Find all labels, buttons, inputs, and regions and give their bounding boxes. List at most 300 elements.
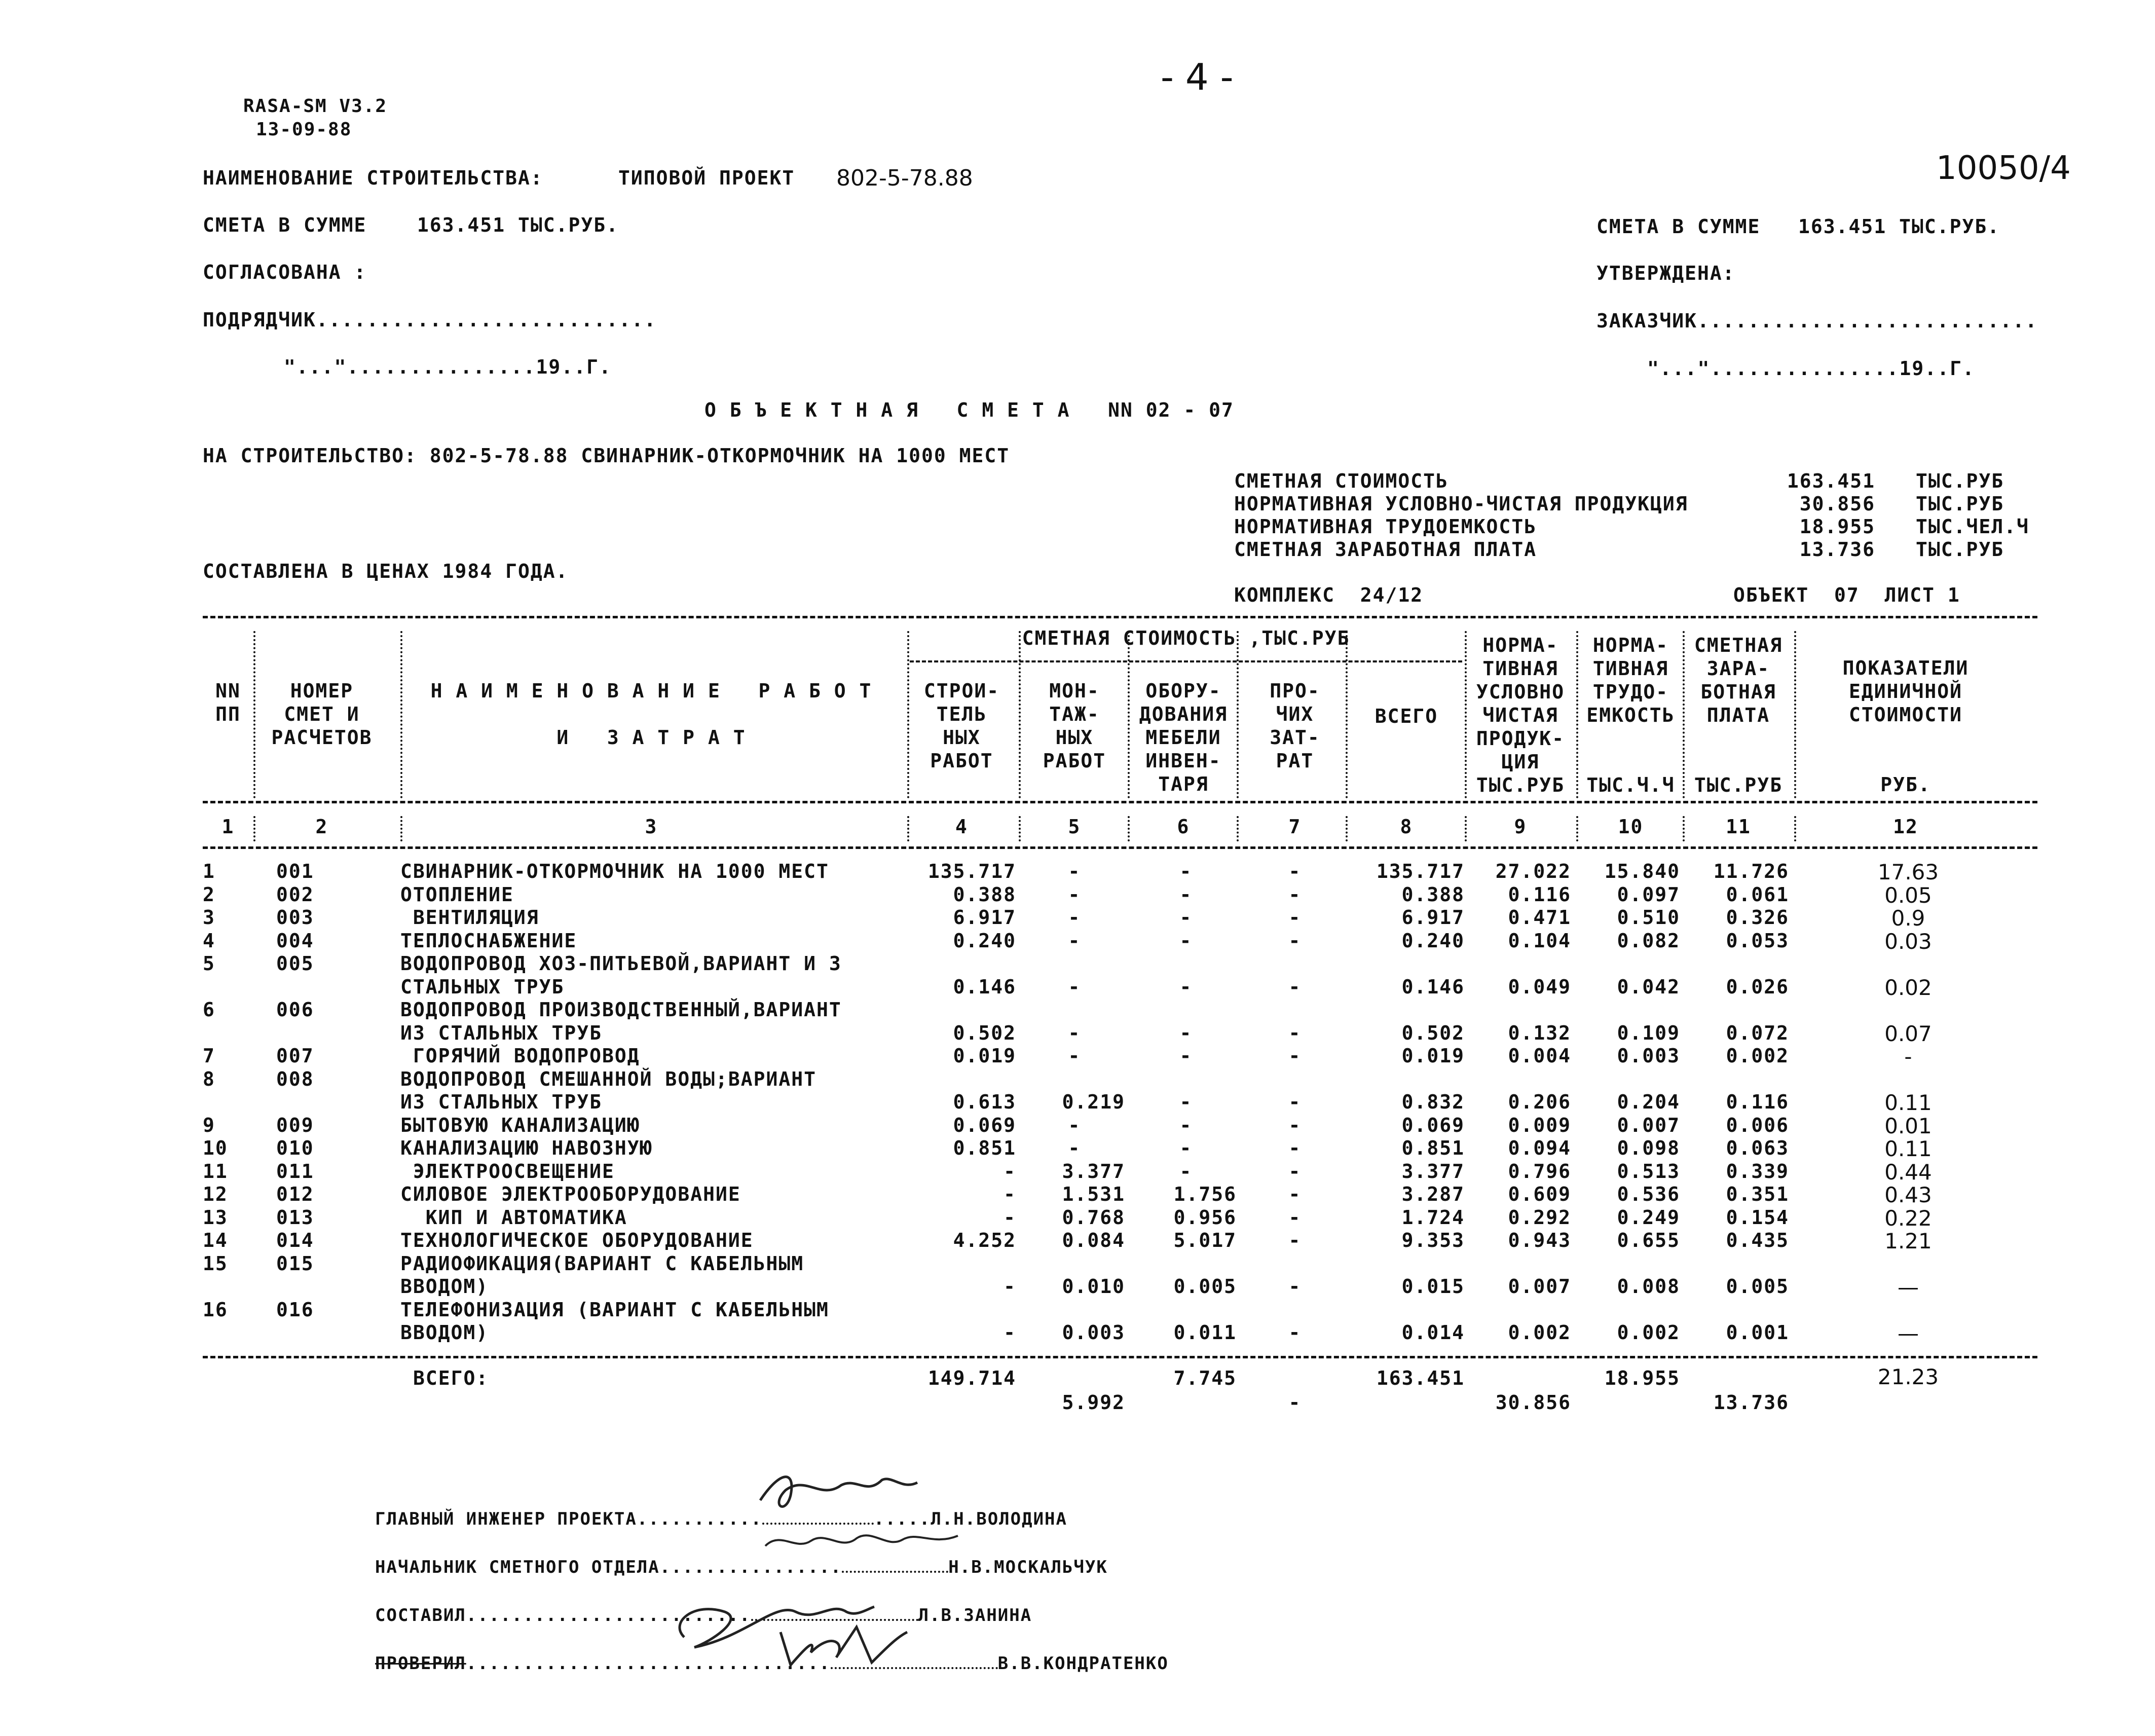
net-product: 0.609 bbox=[1508, 1183, 1571, 1205]
column-separator bbox=[1346, 631, 1348, 798]
estimate-code: 003 bbox=[276, 906, 314, 929]
column-number: 12 bbox=[1893, 816, 1918, 838]
construction-cost: - bbox=[1004, 1206, 1016, 1229]
summary-label: СМЕТНАЯ СТОИМОСТЬ bbox=[1234, 470, 1448, 492]
summary-unit: ТЫС.РУБ bbox=[1916, 538, 2004, 561]
construction-value: ТИПОВОЙ ПРОЕКТ bbox=[618, 167, 795, 189]
installation-cost: 0.003 bbox=[1062, 1321, 1125, 1344]
wage-fund: 0.154 bbox=[1726, 1206, 1789, 1229]
labor-intensity: 0.003 bbox=[1617, 1045, 1680, 1067]
construction-cost: - bbox=[1004, 1183, 1016, 1205]
net-product: 0.004 bbox=[1508, 1045, 1571, 1067]
equipment-cost: - bbox=[1179, 1137, 1193, 1159]
summary-value: 13.736 bbox=[1799, 538, 1875, 561]
work-name: ИЗ СТАЛЬНЫХ ТРУБ bbox=[400, 1021, 603, 1044]
estimate-code: 006 bbox=[276, 999, 314, 1021]
column-number: 9 bbox=[1514, 816, 1527, 838]
header-wage: СМЕТНАЯ ЗАРА- БОТНАЯ ПЛАТА ТЫС.РУБ bbox=[1694, 634, 1783, 796]
wage-fund: 0.061 bbox=[1726, 883, 1789, 906]
column-number: 4 bbox=[955, 816, 968, 838]
column-separator bbox=[1794, 631, 1796, 798]
signature-dots: ................ bbox=[659, 1557, 842, 1577]
signature-name: Н.В.МОСКАЛЬЧУК bbox=[948, 1557, 1108, 1577]
construction-cost: 0.502 bbox=[953, 1021, 1016, 1044]
equipment-cost: - bbox=[1179, 906, 1193, 929]
work-name: БЫТОВУЮ КАНАЛИЗАЦИЮ bbox=[400, 1114, 640, 1136]
summary-label: НОРМАТИВНАЯ ТРУДОЕМКОСТЬ bbox=[1234, 515, 1537, 538]
total-cost: 0.069 bbox=[1401, 1114, 1465, 1136]
work-name: СВИНАРНИК-ОТКОРМОЧНИК НА 1000 МЕСТ bbox=[400, 860, 829, 882]
row-number: 15 bbox=[203, 1252, 228, 1275]
summary-value: 30.856 bbox=[1799, 493, 1875, 515]
labor-intensity: 0.109 bbox=[1617, 1021, 1680, 1044]
other-cost: - bbox=[1288, 1206, 1302, 1229]
labor-intensity: 0.513 bbox=[1617, 1160, 1680, 1183]
construction-label: НАИМЕНОВАНИЕ СТРОИТЕЛЬСТВА: bbox=[203, 167, 543, 189]
column-number: 6 bbox=[1177, 816, 1190, 838]
signature-name: В.В.КОНДРАТЕНКО bbox=[997, 1653, 1169, 1674]
wage-fund: 0.063 bbox=[1726, 1137, 1789, 1159]
signature-mark-checker bbox=[770, 1617, 912, 1673]
header-bottom-rule bbox=[203, 801, 2037, 803]
column-separator bbox=[1128, 816, 1130, 841]
total-equipment: 7.745 bbox=[1173, 1367, 1237, 1389]
total-installation: 5.992 bbox=[1062, 1391, 1125, 1414]
header-other: ПРО- ЧИХ ЗАТ- РАТ bbox=[1270, 680, 1320, 772]
work-name: СИЛОВОЕ ЭЛЕКТРООБОРУДОВАНИЕ bbox=[400, 1183, 741, 1205]
program-name: RASA-SM V3.2 bbox=[243, 96, 388, 117]
other-cost: - bbox=[1288, 1321, 1302, 1344]
labor-intensity: 0.008 bbox=[1617, 1275, 1680, 1298]
header-net-product: НОРМА- ТИВНАЯ УСЛОВНО ЧИСТАЯ ПРОДУК- ЦИЯ ТЫС.РУБ bbox=[1476, 634, 1565, 796]
column-separator bbox=[1576, 631, 1578, 798]
installation-cost: 3.377 bbox=[1062, 1160, 1125, 1183]
row-number: 10 bbox=[203, 1137, 228, 1159]
wage-fund: 0.339 bbox=[1726, 1160, 1789, 1183]
estimate-code: 014 bbox=[276, 1229, 314, 1251]
total-cost: 0.388 bbox=[1401, 883, 1465, 906]
agreed-label: СОГЛАСОВАНА : bbox=[203, 261, 367, 283]
column-separator bbox=[1019, 816, 1021, 841]
other-cost: - bbox=[1288, 975, 1302, 998]
installation-cost: - bbox=[1068, 975, 1081, 998]
column-separator bbox=[1237, 816, 1239, 841]
signature-dots: ........... bbox=[637, 1509, 762, 1529]
row-number: 1 bbox=[203, 860, 215, 882]
equipment-cost: - bbox=[1179, 1021, 1193, 1044]
column-separator bbox=[1465, 816, 1467, 841]
equipment-cost: - bbox=[1179, 975, 1193, 998]
header-nn: NN ПП bbox=[215, 680, 241, 725]
estimate-code: 004 bbox=[276, 929, 314, 952]
total-cost: 0.851 bbox=[1401, 1137, 1465, 1159]
total-cost: 1.724 bbox=[1401, 1206, 1465, 1229]
customer-line: ЗАКАЗЧИК........................... bbox=[1596, 310, 2038, 332]
other-cost: - bbox=[1288, 1137, 1302, 1159]
program-date: 13-09-88 bbox=[256, 119, 352, 140]
installation-cost: - bbox=[1068, 906, 1081, 929]
net-product: 0.206 bbox=[1508, 1091, 1571, 1113]
header-unit-cost: ПОКАЗАТЕЛИ ЕДИНИЧНОЙ СТОИМОСТИ РУБ. bbox=[1842, 657, 1969, 796]
signature-name: Л.Н.ВОЛОДИНА bbox=[931, 1509, 1067, 1529]
work-name: РАДИОФИКАЦИЯ(ВАРИАНТ С КАБЕЛЬНЫМ bbox=[400, 1252, 804, 1275]
construction-cost: - bbox=[1004, 1275, 1016, 1298]
total-unit-cost: 21.23 bbox=[1877, 1364, 1939, 1389]
installation-cost: - bbox=[1068, 860, 1081, 882]
column-separator bbox=[1346, 816, 1348, 841]
header-name: Н А И М Е Н О В А Н И Е Р А Б О Т И З А Т Р А Т bbox=[430, 680, 872, 749]
estimate-code: 013 bbox=[276, 1206, 314, 1229]
signature-role: ГЛАВНЫЙ ИНЖЕНЕР ПРОЕКТА bbox=[375, 1509, 637, 1529]
equipment-cost: 5.017 bbox=[1173, 1229, 1237, 1251]
total-cost: 0.502 bbox=[1401, 1021, 1465, 1044]
unit-cost: - bbox=[1904, 1044, 1912, 1069]
equipment-cost: - bbox=[1179, 929, 1193, 952]
labor-intensity: 0.510 bbox=[1617, 906, 1680, 929]
column-separator bbox=[1576, 816, 1578, 841]
column-number-rule bbox=[203, 846, 2037, 849]
totals-rule bbox=[203, 1356, 2037, 1358]
total-cost: 6.917 bbox=[1401, 906, 1465, 929]
installation-cost: 0.010 bbox=[1062, 1275, 1125, 1298]
column-number: 5 bbox=[1068, 816, 1081, 838]
labor-intensity: 0.655 bbox=[1617, 1229, 1680, 1251]
signature-dots: ..... bbox=[873, 1509, 931, 1529]
wage-fund: 0.006 bbox=[1726, 1114, 1789, 1136]
installation-cost: 0.768 bbox=[1062, 1206, 1125, 1229]
column-separator bbox=[1683, 631, 1685, 798]
wage-fund: 0.026 bbox=[1726, 975, 1789, 998]
wage-fund: 11.726 bbox=[1713, 860, 1789, 882]
work-name: ВВОДОМ) bbox=[400, 1321, 489, 1344]
unit-cost: 17.63 bbox=[1877, 860, 1939, 884]
header-total: ВСЕГО bbox=[1374, 705, 1438, 727]
page-number: - 4 - bbox=[1161, 56, 1234, 98]
work-name: ТЕПЛОСНАБЖЕНИЕ bbox=[400, 929, 577, 952]
equipment-cost: - bbox=[1179, 860, 1193, 882]
equipment-cost: - bbox=[1179, 1160, 1193, 1183]
labor-intensity: 0.007 bbox=[1617, 1114, 1680, 1136]
estimate-code: 005 bbox=[276, 952, 314, 975]
construction-cost: 0.019 bbox=[953, 1045, 1016, 1067]
total-cost: 0.019 bbox=[1401, 1045, 1465, 1067]
net-product: 0.002 bbox=[1508, 1321, 1571, 1344]
row-number: 14 bbox=[203, 1229, 228, 1251]
wage-fund: 0.116 bbox=[1726, 1091, 1789, 1113]
equipment-cost: - bbox=[1179, 883, 1193, 906]
total-label: ВСЕГО: bbox=[413, 1367, 489, 1389]
net-product: 0.094 bbox=[1508, 1137, 1571, 1159]
estimate-code: 001 bbox=[276, 860, 314, 882]
work-name: ТЕХНОЛОГИЧЕСКОЕ ОБОРУДОВАНИЕ bbox=[400, 1229, 754, 1251]
summary-label: НОРМАТИВНАЯ УСЛОВНО-ЧИСТАЯ ПРОДУКЦИЯ bbox=[1234, 493, 1688, 515]
unit-cost: 0.43 bbox=[1884, 1183, 1932, 1207]
equipment-cost: - bbox=[1179, 1114, 1193, 1136]
total-cost: 0.014 bbox=[1401, 1321, 1465, 1344]
other-cost: - bbox=[1288, 860, 1302, 882]
signature-role: НАЧАЛЬНИК СМЕТНОГО ОТДЕЛА bbox=[375, 1557, 660, 1577]
installation-cost: - bbox=[1068, 883, 1081, 906]
construction-cost: 135.717 bbox=[927, 860, 1016, 882]
total-all: 163.451 bbox=[1376, 1367, 1465, 1389]
work-name: ВОДОПРОВОД ХОЗ-ПИТЬЕВОЙ,ВАРИАНТ И З bbox=[400, 952, 842, 975]
row-number: 13 bbox=[203, 1206, 228, 1229]
column-separator bbox=[1794, 816, 1796, 841]
installation-cost: - bbox=[1068, 1114, 1081, 1136]
column-number: 10 bbox=[1618, 816, 1644, 838]
row-number: 2 bbox=[203, 883, 215, 906]
signature-dots: ................................ bbox=[466, 1653, 831, 1674]
summary-unit: ТЫС.ЧЕЛ.Ч bbox=[1916, 515, 2029, 538]
summary-value: 18.955 bbox=[1799, 515, 1875, 538]
net-product: 0.104 bbox=[1508, 929, 1571, 952]
total-cost: 3.287 bbox=[1401, 1183, 1465, 1205]
column-number: 3 bbox=[645, 816, 658, 838]
unit-cost: — bbox=[1898, 1321, 1919, 1346]
installation-cost: - bbox=[1068, 1137, 1081, 1159]
document-title: О Б Ъ Е К Т Н А Я С М Е Т А NN 02 - 07 bbox=[704, 399, 1234, 421]
net-product: 0.292 bbox=[1508, 1206, 1571, 1229]
row-number: 7 bbox=[203, 1045, 215, 1067]
installation-cost: 0.219 bbox=[1062, 1091, 1125, 1113]
total-cost: 0.240 bbox=[1401, 929, 1465, 952]
total-cost: 9.353 bbox=[1401, 1229, 1465, 1251]
net-product: 0.796 bbox=[1508, 1160, 1571, 1183]
unit-cost: 0.9 bbox=[1891, 906, 1925, 931]
prices-note: СОСТАВЛЕНА В ЦЕНАХ 1984 ГОДА. bbox=[203, 560, 569, 582]
object-line: НА СТРОИТЕЛЬСТВО: 802-5-78.88 СВИНАРНИК-ОТКОРМОЧНИК НА 1000 МЕСТ bbox=[203, 445, 1010, 467]
unit-cost: 0.11 bbox=[1884, 1136, 1932, 1161]
other-cost: - bbox=[1288, 906, 1302, 929]
total-cost: 0.146 bbox=[1401, 975, 1465, 998]
total-labor: 18.955 bbox=[1604, 1367, 1680, 1389]
equipment-cost: 1.756 bbox=[1173, 1183, 1237, 1205]
installation-cost: 0.084 bbox=[1062, 1229, 1125, 1251]
wage-fund: 0.053 bbox=[1726, 929, 1789, 952]
total-cost: 135.717 bbox=[1376, 860, 1465, 882]
work-name: КИП И АВТОМАТИКА bbox=[400, 1206, 627, 1229]
row-number: 8 bbox=[203, 1067, 215, 1090]
summary-label: СМЕТНАЯ ЗАРАБОТНАЯ ПЛАТА bbox=[1234, 538, 1537, 561]
row-number: 6 bbox=[203, 999, 215, 1021]
unit-cost: 0.44 bbox=[1884, 1159, 1932, 1185]
unit-cost: 0.05 bbox=[1884, 882, 1932, 908]
column-separator bbox=[1019, 631, 1021, 798]
signature-dots: ......................... bbox=[466, 1605, 751, 1626]
construction-number: 802-5-78.88 bbox=[836, 165, 973, 191]
construction-cost: - bbox=[1004, 1160, 1016, 1183]
approved-label: УТВЕРЖДЕНА: bbox=[1596, 262, 1735, 284]
column-separator bbox=[1683, 816, 1685, 841]
column-number: 8 bbox=[1400, 816, 1413, 838]
equipment-cost: 0.956 bbox=[1173, 1206, 1237, 1229]
work-name: ВЕНТИЛЯЦИЯ bbox=[400, 906, 539, 929]
construction-cost: 0.069 bbox=[953, 1114, 1016, 1136]
object-sheet-label: ОБЪЕКТ 07 ЛИСТ 1 bbox=[1733, 584, 1960, 606]
unit-cost: 0.02 bbox=[1884, 975, 1932, 1000]
net-product: 0.132 bbox=[1508, 1021, 1571, 1044]
header-installation: МОН- ТАЖ- НЫХ РАБОТ bbox=[1043, 680, 1106, 772]
other-cost: - bbox=[1288, 1183, 1302, 1205]
other-cost: - bbox=[1288, 1114, 1302, 1136]
row-number: 16 bbox=[203, 1298, 228, 1321]
estimate-code: 011 bbox=[276, 1160, 314, 1183]
estimate-sum-right: СМЕТА В СУММЕ 163.451 ТЫС.РУБ. bbox=[1596, 215, 2000, 238]
labor-intensity: 0.098 bbox=[1617, 1137, 1680, 1159]
construction-cost: - bbox=[1004, 1321, 1016, 1344]
total-construction: 149.714 bbox=[927, 1367, 1016, 1389]
work-name: ТЕЛЕФОНИЗАЦИЯ (ВАРИАНТ С КАБЕЛЬНЫМ bbox=[400, 1298, 829, 1321]
labor-intensity: 0.042 bbox=[1617, 975, 1680, 998]
construction-cost: 0.240 bbox=[953, 929, 1016, 952]
estimate-code: 015 bbox=[276, 1252, 314, 1275]
wage-fund: 0.001 bbox=[1726, 1321, 1789, 1344]
installation-cost: - bbox=[1068, 929, 1081, 952]
equipment-cost: - bbox=[1179, 1045, 1193, 1067]
signature-mark-chief-engineer bbox=[750, 1465, 933, 1526]
document-code: 10050/4 bbox=[1936, 150, 2071, 187]
signature-mark-estimating-head bbox=[760, 1521, 963, 1561]
signature-space bbox=[842, 1571, 948, 1573]
construction-cost: 6.917 bbox=[953, 906, 1016, 929]
work-name: ВОДОПРОВОД ПРОИЗВОДСТВЕННЫЙ,ВАРИАНТ bbox=[400, 999, 842, 1021]
net-product: 0.471 bbox=[1508, 906, 1571, 929]
complex-label: КОМПЛЕКС 24/12 bbox=[1234, 584, 1424, 606]
signature-role: СОСТАВИЛ bbox=[375, 1605, 466, 1626]
labor-intensity: 0.204 bbox=[1617, 1091, 1680, 1113]
equipment-cost: 0.011 bbox=[1173, 1321, 1237, 1344]
wage-fund: 0.002 bbox=[1726, 1045, 1789, 1067]
date-line-right: "..."...............19..Г. bbox=[1647, 357, 1975, 380]
row-number: 11 bbox=[203, 1160, 228, 1183]
labor-intensity: 0.536 bbox=[1617, 1183, 1680, 1205]
construction-cost: 0.146 bbox=[953, 975, 1016, 998]
work-name: ВВОДОМ) bbox=[400, 1275, 489, 1298]
work-name: ГОРЯЧИЙ ВОДОПРОВОД bbox=[400, 1045, 640, 1067]
signature-role: ПРОВЕРИЛ bbox=[375, 1653, 466, 1674]
unit-cost: — bbox=[1898, 1275, 1919, 1300]
column-separator bbox=[1128, 631, 1130, 798]
date-line-left: "..."...............19..Г. bbox=[284, 356, 612, 378]
net-product: 0.009 bbox=[1508, 1114, 1571, 1136]
column-number: 1 bbox=[221, 816, 235, 838]
other-cost: - bbox=[1288, 883, 1302, 906]
work-name: ОТОПЛЕНИЕ bbox=[400, 883, 514, 906]
column-separator bbox=[253, 631, 255, 798]
work-name: ЭЛЕКТРООСВЕЩЕНИЕ bbox=[400, 1160, 615, 1183]
work-name: КАНАЛИЗАЦИЮ НАВОЗНУЮ bbox=[400, 1137, 653, 1159]
row-number: 12 bbox=[203, 1183, 228, 1205]
installation-cost: - bbox=[1068, 1045, 1081, 1067]
net-product: 0.049 bbox=[1508, 975, 1571, 998]
estimate-code: 012 bbox=[276, 1183, 314, 1205]
row-number: 9 bbox=[203, 1114, 215, 1136]
table-top-rule bbox=[203, 616, 2037, 618]
signature-line bbox=[375, 1559, 1108, 1576]
summary-unit: ТЫС.РУБ bbox=[1916, 493, 2004, 515]
total-cost: 0.015 bbox=[1401, 1275, 1465, 1298]
estimate-code: 016 bbox=[276, 1298, 314, 1321]
unit-cost: 1.21 bbox=[1884, 1229, 1932, 1253]
installation-cost: 1.531 bbox=[1062, 1183, 1125, 1205]
labor-intensity: 0.082 bbox=[1617, 929, 1680, 952]
other-cost: - bbox=[1288, 1091, 1302, 1113]
wage-fund: 0.435 bbox=[1726, 1229, 1789, 1251]
unit-cost: 0.22 bbox=[1884, 1205, 1932, 1231]
unit-cost: 0.01 bbox=[1884, 1113, 1932, 1138]
net-product: 27.022 bbox=[1495, 860, 1571, 882]
estimate-sum-left: СМЕТА В СУММЕ 163.451 ТЫС.РУБ. bbox=[203, 214, 619, 236]
header-labor: НОРМА- ТИВНАЯ ТРУДО- ЕМКОСТЬ ТЫС.Ч.Ч bbox=[1586, 634, 1675, 796]
estimate-code: 007 bbox=[276, 1045, 314, 1067]
wage-fund: 0.326 bbox=[1726, 906, 1789, 929]
work-name: ИЗ СТАЛЬНЫХ ТРУБ bbox=[400, 1091, 603, 1113]
construction-cost: 0.851 bbox=[953, 1137, 1016, 1159]
column-separator bbox=[253, 816, 255, 841]
summary-unit: ТЫС.РУБ bbox=[1916, 470, 2004, 492]
other-cost: - bbox=[1288, 1229, 1302, 1251]
labor-intensity: 0.249 bbox=[1617, 1206, 1680, 1229]
estimate-code: 008 bbox=[276, 1067, 314, 1090]
other-cost: - bbox=[1288, 1160, 1302, 1183]
signature-line bbox=[375, 1510, 1067, 1528]
construction-cost: 0.613 bbox=[953, 1091, 1016, 1113]
group-header-rule bbox=[910, 660, 1462, 662]
net-product: 0.943 bbox=[1508, 1229, 1571, 1251]
estimate-code: 010 bbox=[276, 1137, 314, 1159]
total-net-product: 30.856 bbox=[1495, 1391, 1571, 1414]
labor-intensity: 0.097 bbox=[1617, 883, 1680, 906]
total-wage: 13.736 bbox=[1713, 1391, 1789, 1414]
labor-intensity: 0.002 bbox=[1617, 1321, 1680, 1344]
contractor-line: ПОДРЯДЧИК........................... bbox=[203, 309, 657, 331]
labor-intensity: 15.840 bbox=[1604, 860, 1680, 882]
wage-fund: 0.072 bbox=[1726, 1021, 1789, 1044]
work-name: СТАЛЬНЫХ ТРУБ bbox=[400, 975, 565, 998]
total-cost: 0.832 bbox=[1401, 1091, 1465, 1113]
total-cost: 3.377 bbox=[1401, 1160, 1465, 1183]
unit-cost: 0.11 bbox=[1884, 1090, 1932, 1115]
other-cost: - bbox=[1288, 1275, 1302, 1298]
header-group-cost: СМЕТНАЯ СТОИМОСТЬ ,ТЫС.РУБ bbox=[1022, 627, 1350, 649]
column-separator bbox=[1465, 631, 1467, 798]
other-cost: - bbox=[1288, 929, 1302, 952]
signature-name: Л.В.ЗАНИНА bbox=[918, 1605, 1032, 1626]
unit-cost: 0.07 bbox=[1884, 1021, 1932, 1046]
estimate-code: 002 bbox=[276, 883, 314, 906]
column-separator bbox=[1237, 631, 1239, 798]
wage-fund: 0.351 bbox=[1726, 1183, 1789, 1205]
row-number: 3 bbox=[203, 906, 215, 929]
summary-value: 163.451 bbox=[1787, 470, 1875, 492]
net-product: 0.007 bbox=[1508, 1275, 1571, 1298]
net-product: 0.116 bbox=[1508, 883, 1571, 906]
installation-cost: - bbox=[1068, 1021, 1081, 1044]
column-number: 11 bbox=[1726, 816, 1751, 838]
row-number: 5 bbox=[203, 952, 215, 975]
unit-cost: 0.03 bbox=[1884, 929, 1932, 954]
column-number: 2 bbox=[315, 816, 328, 838]
header-equipment: ОБОРУ- ДОВАНИЯ МЕБЕЛИ ИНВЕН- ТАРЯ bbox=[1139, 680, 1228, 795]
wage-fund: 0.005 bbox=[1726, 1275, 1789, 1298]
row-number: 4 bbox=[203, 929, 215, 952]
estimate-code: 009 bbox=[276, 1114, 314, 1136]
total-other: - bbox=[1288, 1391, 1302, 1414]
equipment-cost: - bbox=[1179, 1091, 1193, 1113]
work-name: ВОДОПРОВОД СМЕШАННОЙ ВОДЫ;ВАРИАНТ bbox=[400, 1067, 816, 1090]
header-code: НОМЕР СМЕТ И РАСЧЕТОВ bbox=[271, 680, 373, 749]
column-number: 7 bbox=[1288, 816, 1302, 838]
